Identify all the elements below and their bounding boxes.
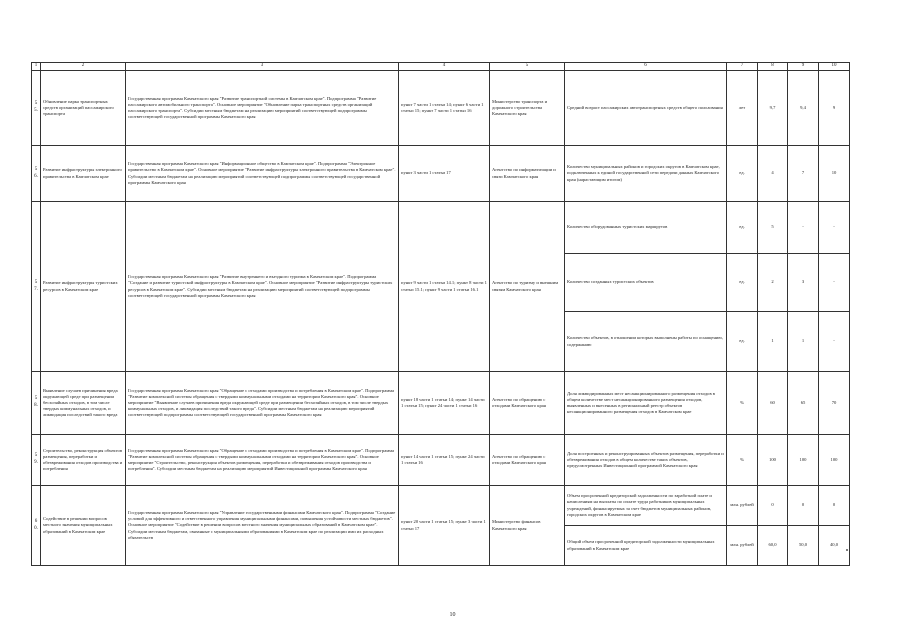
table-row xyxy=(32,71,850,146)
indicator-value-year1: 1 xyxy=(758,312,788,372)
responsible-authority: Агентство по обращению с отходами Камчатского края xyxy=(490,372,565,435)
indicator-value-year2: 1 xyxy=(788,312,819,372)
indicator-value-year2: 100 xyxy=(788,435,819,486)
table-row xyxy=(32,202,850,254)
indicator-value-year1: 9,7 xyxy=(758,71,788,146)
indicator-value-year1: 60 xyxy=(758,372,788,435)
legal-basis: пункт 20 части 1 статьи 15; пункт 3 части 1 статьи 17 xyxy=(399,486,490,566)
indicator-value-year3: 9 xyxy=(819,71,850,146)
responsible-authority: Агентство по информатизации и связи Камчатского края xyxy=(490,146,565,202)
legal-basis: пункт 3 части 1 статьи 17 xyxy=(399,146,490,202)
legal-basis: пункт 9 части 1 статьи 14.1; пункт 8 части 1 статьи 15.1; пункт 9 части 1 статьи 16.1 xyxy=(399,202,490,372)
page-number: 10 xyxy=(449,612,456,618)
table-row xyxy=(32,372,850,435)
indicator-value-year2: - xyxy=(788,202,819,254)
col-num-6: 6 xyxy=(565,63,727,71)
indicator-value-year1: 2 xyxy=(758,254,788,312)
indicator-unit: млн. рублей xyxy=(727,526,758,566)
indicator-unit: лет xyxy=(727,71,758,146)
indicator-value-year2: 9,4 xyxy=(788,71,819,146)
row-number: 58. xyxy=(32,372,41,435)
responsible-authority: Агентство по туризму и внешним связям Камчатского края xyxy=(490,202,565,372)
measure-name: Развитие инфраструктуры электронного правительства в Камчатском крае xyxy=(41,146,126,202)
indicator-name: Количество муниципальных районов и городских округов в Камчатском крае, подключенных к единой государственной сети передачи данных Камчатского края (нарастающим итогом) xyxy=(565,146,727,202)
indicator-value-year1: 4 xyxy=(758,146,788,202)
indicator-value-year2: 0 xyxy=(788,486,819,526)
indicator-unit: % xyxy=(727,372,758,435)
indicator-name: Общий объем просроченной кредиторской задолженности муниципальных образований в Камчатском крае xyxy=(565,526,727,566)
indicator-unit: % xyxy=(727,435,758,486)
col-num-9: 9 xyxy=(788,63,819,71)
table-row xyxy=(32,486,850,526)
indicator-name: Количество объектов, в отношении которых выполнены работы по оснащению, содержанию xyxy=(565,312,727,372)
indicator-value-year3: - xyxy=(819,312,850,372)
col-num-7: 7 xyxy=(727,63,758,71)
indicator-value-year2: 7 xyxy=(788,146,819,202)
program-description: Государственная программа Камчатского края "Развитие транспортной системы в Камчатском крае". Подпрограмма "Развитие пассажирского автомобильного транспорта". Основное мероприятие "Обновление парка транспортных средств организаций пассажирского транспорта". Субсидии местным бюджетам на реализацию мероприятий соответствующей подпрограммы соответствующей государственной программы Камчатского края xyxy=(126,71,399,146)
col-num-8: 8 xyxy=(758,63,788,71)
responsible-authority: Министерство финансов Камчатского края xyxy=(490,486,565,566)
program-description: Государственная программа Камчатского края "Обращение с отходами производства и потребления в Камчатском крае". Подпрограмма "Развитие комплексной системы обращения с твердыми коммунальными отходами на территории Камчатского края". Основное мероприятие "Строительство, реконструкция объектов размещения, переработки и обезвреживания отходов производства и потребления". Субсидии местным бюджетам на реализацию мероприятий Инвестиционной программы Камчатского края xyxy=(126,435,399,486)
measure-name: Содействие в решении вопросов местного значения муниципальных образований в Камчатском крае xyxy=(41,486,126,566)
program-description: Государственная программа Камчатского края "Информационное общество в Камчатском крае". Подпрограмма "Электронное правительство в Камчатском крае". Основное мероприятие "Развитие инфраструктуры электронного правительства в Камчатском крае". Субсидии местным бюджетам на реализацию мероприятий соответствующей подпрограммы соответствующей государственной программы Камчатского края xyxy=(126,146,399,202)
indicator-value-year3: 40,0 xyxy=(819,526,850,566)
measures-table xyxy=(31,62,850,566)
row-number: 60. xyxy=(32,486,41,566)
responsible-authority: Министерство транспорта и дорожного строительства Камчатского края xyxy=(490,71,565,146)
indicator-unit: ед. xyxy=(727,202,758,254)
indicator-name: Доля ликвидированных мест несанкционированного размещения отходов в общем количестве мест несанкционированного размещения отходов, выявленных и внесенных в региональный реестр объектов несанкционированного размещения отходов в Камчатском крае xyxy=(565,372,727,435)
indicator-unit: ед. xyxy=(727,254,758,312)
legal-basis: пункт 18 части 1 статьи 14; пункт 14 части 1 статьи 15; пункт 24 части 1 статьи 16 xyxy=(399,372,490,435)
measure-name: Развитие инфраструктуры туристских ресурсов в Камчатском крае xyxy=(41,202,126,372)
indicator-value-year1: 0 xyxy=(758,486,788,526)
indicator-value-year3: 0 xyxy=(819,486,850,526)
row-number: 56. xyxy=(32,146,41,202)
indicator-name: Количество оборудованных туристских маршрутов xyxy=(565,202,727,254)
row-number: 55. xyxy=(32,71,41,146)
legal-basis: пункт 7 части 1 статьи 14; пункт 6 части 1 статьи 15; пункт 7 части 1 статьи 16 xyxy=(399,71,490,146)
indicator-name: Средний возраст пассажирских автотранспортных средств общего пользования xyxy=(565,71,727,146)
indicator-value-year2: 3 xyxy=(788,254,819,312)
measure-name: Выявление случаев причинения вреда окружающей среде при размещении бесхозяйных отходов, в том числе твердых коммунальных отходов, и ликвидация последствий такого вреда xyxy=(41,372,126,435)
indicator-value-year2: 65 xyxy=(788,372,819,435)
col-num-2: 2 xyxy=(41,63,126,71)
row-number: 57. xyxy=(32,202,41,372)
indicator-name: Доля построенных и реконструированных объектов размещения, переработки и обезвреживания отходов в общем количестве таких объектов, предусмотренных Инвестиционной программой Камчатского края xyxy=(565,435,727,486)
legal-basis: пункт 14 части 1 статьи 15; пункт 24 части 1 статьи 16 xyxy=(399,435,490,486)
table-row xyxy=(32,435,850,486)
row-number: 59. xyxy=(32,435,41,486)
scan-speck xyxy=(846,549,848,551)
indicator-value-year1: 5 xyxy=(758,202,788,254)
table-row xyxy=(32,146,850,202)
col-num-5: 5 xyxy=(490,63,565,71)
indicator-value-year2: 50,0 xyxy=(788,526,819,566)
responsible-authority: Агентство по обращению с отходами Камчатского края xyxy=(490,435,565,486)
program-description: Государственная программа Камчатского края "Обращение с отходами производства и потребления в Камчатском крае". Подпрограмма "Развитие комплексной системы обращения с твердыми коммунальными отходами на территории Камчатского края". Основное мероприятие "Выявление случаев причинения вреда окружающей среде при размещении бесхозяйных отходов, в том числе твердых коммунальных отходов, и ликвидация последствий такого вреда". Субсидии местным бюджетам на реализацию мероприятий соответствующей подпрограммы соответствующей государственной программы Камчатского края xyxy=(126,372,399,435)
indicator-value-year1: 100 xyxy=(758,435,788,486)
program-description: Государственная программа Камчатского края "Развитие внутреннего и въездного туризма в Камчатском крае". Подпрограмма "Создание и развитие туристской инфраструктуры в Камчатском крае". Основное мероприятие "Развитие инфраструктуры туристских ресурсов в Камчатском крае". Субсидии местным бюджетам на реализацию мероприятий соответствующей подпрограммы соответствующей государственной программы Камчатского края xyxy=(126,202,399,372)
indicator-name: Объем просроченной кредиторской задолженности по заработной плате и начислениям на выплаты по оплате труда работников муниципальных учреждений, финансируемых за счет бюджетов муниципальных районов, городских округов в Камчатском крае xyxy=(565,486,727,526)
column-number-row xyxy=(32,63,850,71)
indicator-name: Количество созданных туристских объектов xyxy=(565,254,727,312)
indicator-value-year3: 100 xyxy=(819,435,850,486)
col-num-4: 4 xyxy=(399,63,490,71)
col-num-1: 1 xyxy=(32,63,41,71)
indicator-value-year3: - xyxy=(819,254,850,312)
indicator-value-year3: - xyxy=(819,202,850,254)
measure-name: Обновление парка транспортных средств организаций пассажирского транспорта xyxy=(41,71,126,146)
indicator-unit: ед. xyxy=(727,312,758,372)
indicator-value-year1: 60,0 xyxy=(758,526,788,566)
indicator-value-year3: 70 xyxy=(819,372,850,435)
indicator-unit: млн. рублей xyxy=(727,486,758,526)
col-num-10: 10 xyxy=(819,63,850,71)
col-num-3: 3 xyxy=(126,63,399,71)
indicator-unit: ед. xyxy=(727,146,758,202)
measure-name: Строительство, реконструкция объектов размещения, переработки и обезвреживания отходов производства и потребления xyxy=(41,435,126,486)
program-description: Государственная программа Камчатского края "Управление государственными финансами Камчатского края". Подпрограмма "Создание условий для эффективного и ответственного управления муниципальными финансами, повышения устойчивости местных бюджетов". Основное мероприятие "Содействие в решении вопросов местного значения муниципальных образований в Камчатском крае". Субсидии местным бюджетам, связанные с муниципальными образованиями в Камчатском крае по реализации ими их расходных обязательств xyxy=(126,486,399,566)
indicator-value-year3: 10 xyxy=(819,146,850,202)
